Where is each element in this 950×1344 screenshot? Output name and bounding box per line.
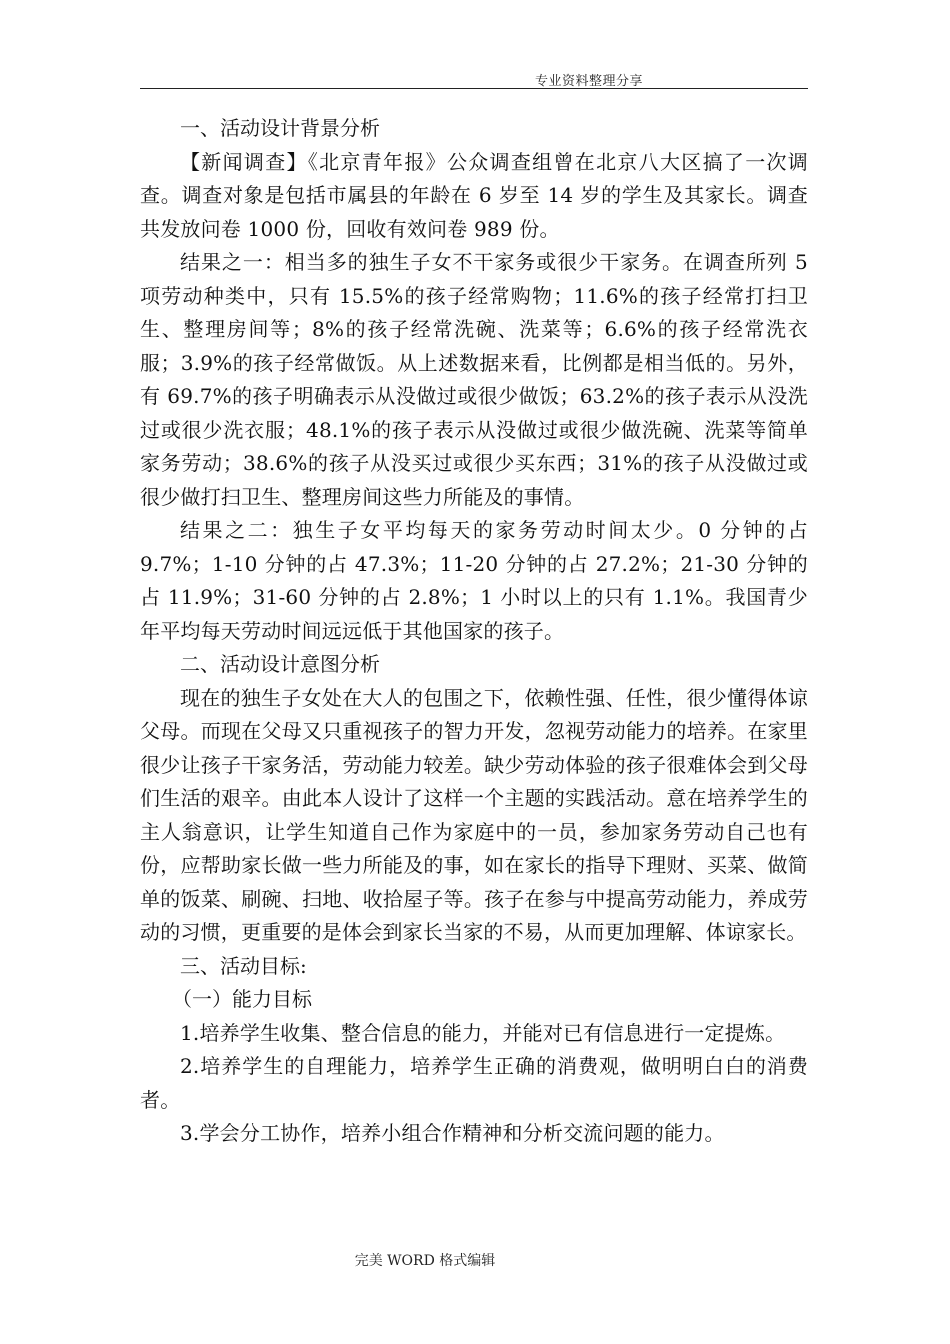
section-1-title: 一、活动设计背景分析 bbox=[180, 116, 380, 140]
header-text: 专业资料整理分享 bbox=[534, 74, 643, 89]
design-intent-paragraph: 现在的独生子女处在大人的包围之下，依赖性强、任性，很少懂得体谅父母。而现在父母又只重视孩子的智力开发，忽视劳动能力的培养。在家里很少让孩子干家务活，劳动能力较差。缺少劳动体验的孩子很难体会到父母们生活的艰辛。由此本人设计了这样一个主题的实践活动。意在培养学生的主人翁意识，让学生知道自己作为家庭中的一员，参加家务劳动自己也有份，应帮助家长做一些力所能及的事，如在家长的指导下理财、买菜、做简单的饭菜、刷碗、扫地、收拾屋子等。孩子在参与中提高劳动能力，养成劳动的习惯，更重要的是体会到家长当家的不易，从而更加理解、体谅家长。 bbox=[140, 685, 808, 944]
page-footer bbox=[0, 1250, 950, 1270]
news-survey-paragraph: 【新闻调查】《北京青年报》公众调查组曾在北京八大区搞了一次调查。调查对象是包括市属县的年龄在 6 岁至 14 岁的学生及其家长。调查共发放问卷 1000 份，回收有效问卷 989 份。 bbox=[140, 149, 808, 241]
goal-item-2: 2.培养学生的自理能力，培养学生正确的消费观，做明明白白的消费者。 bbox=[140, 1054, 808, 1112]
section-3-title: 三、活动目标: bbox=[180, 953, 307, 978]
result-two-paragraph: 结果之二：独生子女平均每天的家务劳动时间太少。0 分钟的占 9.7%；1-10 分钟的占 47.3%；11-20 分钟的占 27.2%；21-30 分钟的占 11.9%；31-60 分钟的占 2.8%；1 小时以上的只有 1.1%。我国青少年平均每天劳动时间远远低于其他国家的孩子。 bbox=[140, 518, 808, 643]
goal-item-1: 1.培养学生收集、整合信息的能力，并能对已有信息进行一定提炼。 bbox=[180, 1020, 786, 1045]
footer-text: 完美 WORD 格式编辑 bbox=[354, 1253, 496, 1269]
ability-goals-subtitle: （一）能力目标 bbox=[172, 987, 312, 1011]
page-header bbox=[140, 66, 808, 89]
section-2-title: 二、活动设计意图分析 bbox=[180, 652, 380, 676]
document-body bbox=[140, 112, 808, 1151]
result-one-paragraph: 结果之一：相当多的独生子女不干家务或很少干家务。在调查所列 5 项劳动种类中，只有 15.5%的孩子经常购物；11.6%的孩子经常打扫卫生、整理房间等；8%的孩子经常洗碗、洗菜等；6.6%的孩子经常洗衣服；3.9%的孩子经常做饭。从上述数据来看，比例都是相当低的。另外，有 69.7%的孩子明确表示从没做过或很少做饭；63.2%的孩子表示从没洗过或很少洗衣服；48.1%的孩子表示从没做过或很少做洗碗、洗菜等简单家务劳动；38.6%的孩子从没买过或很少买东西；31%的孩子从没做过或很少做打扫卫生、整理房间这些力所能及的事情。 bbox=[140, 250, 808, 509]
goal-item-3: 3.学会分工协作，培养小组合作精神和分析交流问题的能力。 bbox=[180, 1121, 725, 1145]
